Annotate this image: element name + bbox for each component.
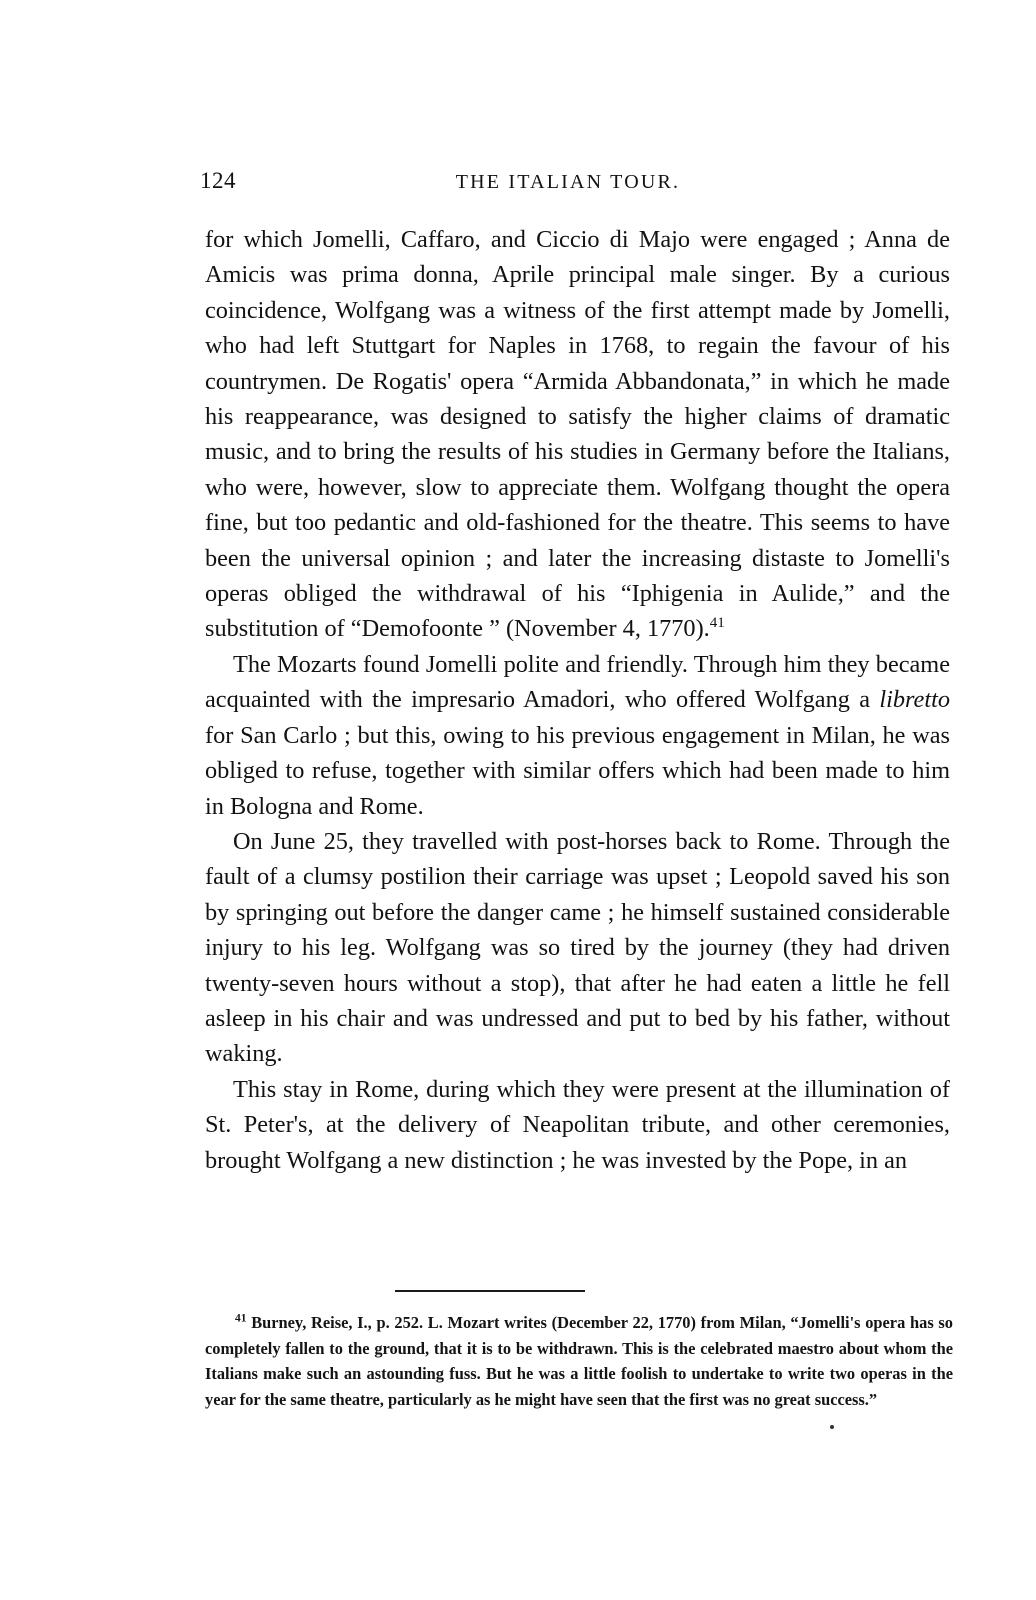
ink-speck <box>830 1425 834 1429</box>
paragraph-3: On June 25, they travelled with post-horses back to Rome. Through the fault of a clumsy postilion their carriage was upset ; Leopold saved his son by springing out before the danger came ; he himself sustained considerable injury to his leg. Wolfgang was so tired by the journey (they had driven twenty-seven hours without a stop), that after he had eaten a little he fell asleep in his chair and was undressed and put to bed by his father, without waking. <box>205 827 950 1068</box>
italic-term-libretto: libretto <box>879 686 950 714</box>
paragraph-2 <box>205 647 950 824</box>
footnote-marker: 41 <box>235 1312 247 1325</box>
running-head-title: THE ITALIAN TOUR. <box>455 171 681 193</box>
page-body <box>205 222 950 1178</box>
page-number: 124 <box>200 168 236 193</box>
paragraph-4: This stay in Rome, during which they were present at the illumination of St. Peter's, at the delivery of Neapolitan tribute, and other ceremonies, brought Wolfgang a new distinction ; he was invested by the Pope, in an <box>205 1075 950 1174</box>
page-header <box>200 168 960 194</box>
footnote-reference-41: 41 <box>709 615 725 632</box>
paragraph-1-text: for which Jomelli, Caffaro, and Ciccio di Majo were engaged ; Anna de Amicis was prima donna, Aprile principal male singer. By a curious coincidence, Wolfgang was a witness of the first attempt made by Jomelli, who had left Stuttgart for Naples in 1768, to regain the favour of his countrymen. De Rogatis' opera “Armida Abbandonata,” in which he made his reappearance, was designed to satisfy the higher claims of dramatic music, and to bring the results of his studies in Germany before the Italians, who were, however, slow to appreciate them. Wolfgang thought the opera fine, but too pedantic and old-fashioned for the theatre. This seems to have been the universal opinion ; and later the increasing distaste to Jomelli's operas obliged the withdrawal of his “Iphigenia in Aulide,” and the substitution of “Demofoonte ” (November 4, 1770). <box>205 226 950 643</box>
paragraph-1 <box>205 222 950 647</box>
footnote-text: Burney, Reise, I., p. 252. L. Mozart writes (December 22, 1770) from Milan, “Jomelli's opera has so completely fallen to the ground, that it is to be withdrawn. This is the celebrated maestro about whom the Italians make such an astounding fuss. But he was a little foolish to undertake to write two operas in the year for the same theatre, particularly as he might have seen that the first was no great success.” <box>205 1313 953 1409</box>
footnote-block <box>205 1310 953 1412</box>
paragraph-2-text-before: The Mozarts found Jomelli polite and friendly. Through him they became acquainted with the impresario Amadori, who offered Wolfgang a <box>205 650 950 714</box>
footnote-entry <box>205 1310 953 1412</box>
footnote-divider <box>395 1290 585 1292</box>
paragraph-2-text-after: for San Carlo ; but this, owing to his previous engagement in Milan, he was obliged to refuse, together with similar offers which had been made to him in Bologna and Rome. <box>205 721 950 820</box>
